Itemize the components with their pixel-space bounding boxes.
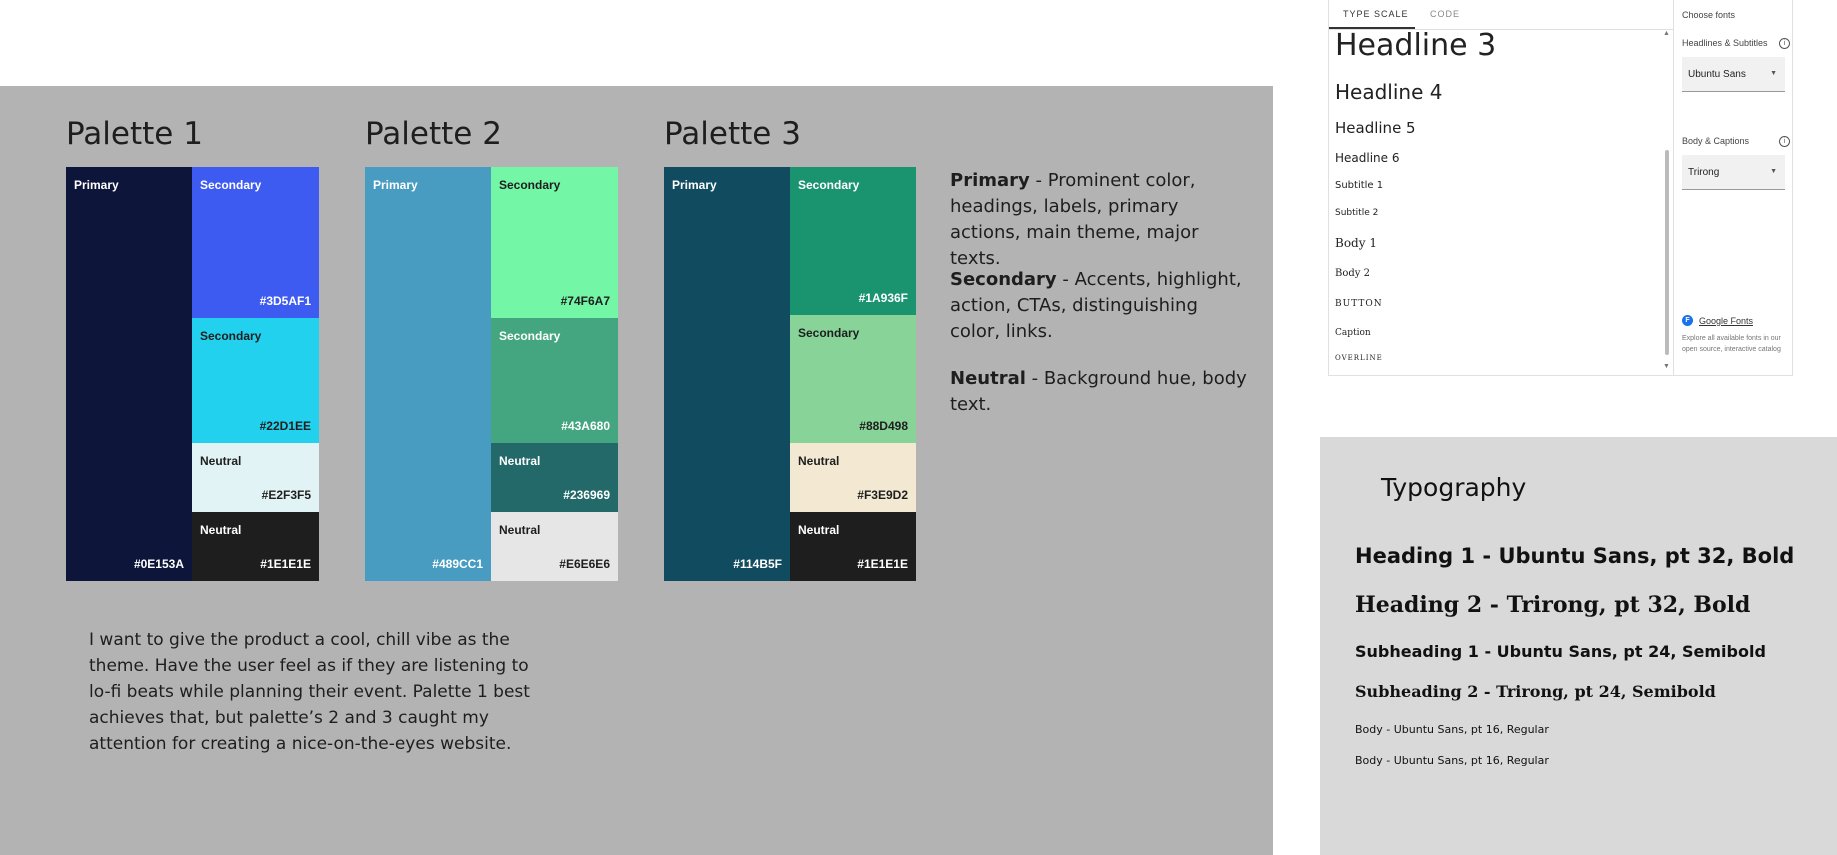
- swatch-label: Neutral: [499, 454, 541, 468]
- type-sample-caption[interactable]: Caption: [1335, 328, 1371, 338]
- body-captions-label: Body & Captions: [1682, 136, 1750, 146]
- swatch-hex: #1E1E1E: [260, 557, 311, 571]
- type-sample-overline[interactable]: OVERLINE: [1335, 354, 1383, 362]
- swatch-hex: #1E1E1E: [857, 557, 908, 571]
- body-sample: Body - Ubuntu Sans, pt 16, Regular: [1355, 723, 1549, 736]
- swatch-label: Neutral: [798, 454, 840, 468]
- headlines-label: Headlines & Subtitles: [1682, 38, 1768, 48]
- scroll-up-arrow-icon[interactable]: ▲: [1663, 30, 1670, 37]
- palette-3-neutral-swatch[interactable]: [790, 443, 916, 512]
- palette-2-primary-swatch[interactable]: [365, 167, 491, 581]
- google-fonts-link[interactable]: Google Fonts: [1699, 316, 1754, 326]
- swatch-label: Neutral: [200, 454, 242, 468]
- swatch-hex: #43A680: [561, 419, 610, 433]
- swatch-hex: #236969: [563, 488, 610, 502]
- font-chooser: [1673, 0, 1794, 376]
- description-term: Neutral: [950, 368, 1026, 389]
- swatch-label: Secondary: [499, 329, 561, 343]
- palette-2-neutral-2-swatch[interactable]: [491, 512, 618, 581]
- palette-1-title: Palette 1: [66, 116, 203, 152]
- google-fonts-logo-icon: F: [1682, 315, 1693, 326]
- headlines-font-select[interactable]: [1682, 57, 1785, 92]
- swatch-hex: #F3E9D2: [857, 488, 908, 502]
- swatch-label: Secondary: [798, 326, 860, 340]
- scrollbar-thumb[interactable]: [1665, 150, 1669, 355]
- swatch-label: Primary: [373, 178, 418, 192]
- type-sample-headline-3[interactable]: Headline 3: [1335, 28, 1497, 63]
- swatch-hex: #3D5AF1: [259, 294, 311, 308]
- tab-code[interactable]: CODE: [1430, 9, 1461, 19]
- info-icon[interactable]: i: [1779, 136, 1790, 147]
- swatch-hex: #1A936F: [858, 291, 908, 305]
- swatch-hex: #22D1EE: [259, 419, 311, 433]
- swatch-hex: #114B5F: [733, 557, 782, 571]
- type-sample-body-1[interactable]: Body 1: [1335, 236, 1377, 250]
- swatch-label: Neutral: [200, 523, 242, 537]
- type-scale-scrollbar[interactable]: [1663, 30, 1671, 370]
- description-text: - Prominent color, headings, labels, primary actions, main theme, major texts.: [950, 170, 1199, 269]
- primary-description: [950, 168, 1250, 272]
- palette-1-secondary-2-swatch[interactable]: [192, 318, 319, 443]
- neutral-description: [950, 366, 1250, 418]
- palette-1-primary-swatch[interactable]: [66, 167, 192, 581]
- swatch-label: Secondary: [499, 178, 561, 192]
- swatch-hex: #489CC1: [432, 557, 483, 571]
- scroll-down-arrow-icon[interactable]: ▼: [1663, 363, 1670, 370]
- palette-3-primary-swatch[interactable]: [664, 167, 790, 581]
- palette-3-title: Palette 3: [664, 116, 801, 152]
- type-sample-subtitle-2[interactable]: Subtitle 2: [1335, 208, 1379, 218]
- type-sample-headline-5[interactable]: Headline 5: [1335, 119, 1416, 137]
- palette-1-secondary-swatch[interactable]: [192, 167, 319, 318]
- type-sample-headline-4[interactable]: Headline 4: [1335, 80, 1443, 104]
- type-scale-tabs: [1329, 0, 1673, 30]
- tab-type-scale[interactable]: TYPE SCALE: [1343, 9, 1409, 19]
- swatch-hex: #0E153A: [133, 557, 184, 571]
- description-term: Primary: [950, 170, 1030, 191]
- typography-title: Typography: [1381, 473, 1527, 502]
- google-fonts-description: Explore all available fonts in our open source, interactive catalog: [1682, 335, 1781, 353]
- type-sample-subtitle-1[interactable]: Subtitle 1: [1335, 180, 1384, 191]
- dropdown-arrow-icon: ▼: [1770, 70, 1777, 77]
- body-sample-2: Body - Ubuntu Sans, pt 16, Regular: [1355, 754, 1549, 767]
- swatch-hex: #E6E6E6: [559, 557, 610, 571]
- palette-3-secondary-2-swatch[interactable]: [790, 315, 916, 443]
- swatch-label: Primary: [672, 178, 717, 192]
- secondary-description: [950, 267, 1250, 345]
- type-sample-headline-6[interactable]: Headline 6: [1335, 151, 1400, 165]
- palette-1-neutral-2-swatch[interactable]: [192, 512, 319, 581]
- description-text: - Background hue, body text.: [950, 368, 1247, 415]
- design-note: I want to give the product a cool, chill vibe as the theme. Have the user feel as if they are listening to lo-fi beats while planning their event. Palette 1 best achieves that, but palette’s 2 and 3 caught my attention for creating a nice-on-the-eyes website.: [89, 630, 530, 754]
- swatch-label: Secondary: [200, 329, 262, 343]
- swatch-label: Secondary: [798, 178, 860, 192]
- body-font-select[interactable]: [1682, 155, 1785, 190]
- swatch-label: Neutral: [499, 523, 541, 537]
- type-sample-body-2[interactable]: Body 2: [1335, 268, 1370, 279]
- palette-3-neutral-2-swatch[interactable]: [790, 512, 916, 581]
- swatch-label: Secondary: [200, 178, 262, 192]
- type-sample-button[interactable]: BUTTON: [1335, 299, 1383, 309]
- palette-2-secondary-swatch[interactable]: [491, 167, 618, 318]
- choose-fonts-label: Choose fonts: [1682, 10, 1736, 20]
- type-scale-panel: [1328, 0, 1793, 376]
- heading-2-sample: Heading 2 - Trirong, pt 32, Bold: [1355, 592, 1751, 618]
- subheading-1-sample: Subheading 1 - Ubuntu Sans, pt 24, Semibold: [1355, 642, 1766, 661]
- headlines-font-value: Ubuntu Sans: [1688, 69, 1746, 80]
- subheading-2-sample: Subheading 2 - Trirong, pt 24, Semibold: [1355, 682, 1716, 701]
- typography-panel: [1320, 437, 1837, 855]
- swatch-hex: #88D498: [859, 419, 908, 433]
- dropdown-arrow-icon: ▼: [1770, 168, 1777, 175]
- palette-3-secondary-swatch[interactable]: [790, 167, 916, 315]
- body-font-value: Trirong: [1688, 167, 1720, 178]
- swatch-label: Neutral: [798, 523, 840, 537]
- heading-1-sample: Heading 1 - Ubuntu Sans, pt 32, Bold: [1355, 544, 1795, 568]
- palette-2-title: Palette 2: [365, 116, 502, 152]
- palette-2-secondary-2-swatch[interactable]: [491, 318, 618, 443]
- swatch-hex: #74F6A7: [560, 294, 610, 308]
- swatch-hex: #E2F3F5: [261, 488, 311, 502]
- info-icon[interactable]: i: [1779, 38, 1790, 49]
- swatch-label: Primary: [74, 178, 119, 192]
- palette-2-neutral-swatch[interactable]: [491, 443, 618, 512]
- description-text: - Accents, highlight, action, CTAs, distinguishing color, links.: [950, 269, 1242, 342]
- description-term: Secondary: [950, 269, 1057, 290]
- palette-1-neutral-swatch[interactable]: [192, 443, 319, 512]
